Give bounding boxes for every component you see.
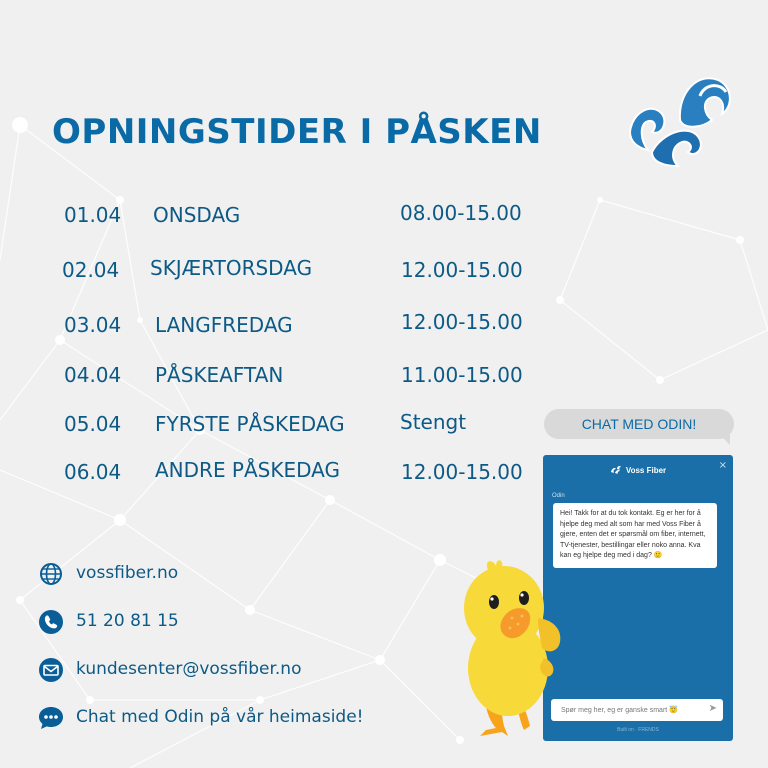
day: ONSDAG: [153, 203, 241, 227]
message-sender: Odin: [552, 493, 565, 499]
chat-with-odin-button[interactable]: [544, 409, 734, 439]
hours: 11.00-15.00: [401, 363, 523, 387]
voss-fiber-logo: [622, 62, 740, 172]
phone-icon: [38, 609, 64, 635]
date: 03.04: [64, 313, 122, 337]
bot-message: Hei! Takk for at du tok kontakt. Eg er her for å hjelpe deg med alt som har med Voss Fiber å gjere, enten det er spørsmål om fiber, internett, TV-tjenester, bestillingar eller noko anna. Kva kan eg hjelpe deg med i dag? 🙂: [553, 503, 717, 568]
chat-widget: [543, 455, 733, 741]
chat-input[interactable]: [551, 699, 723, 721]
mail-icon: [38, 657, 64, 683]
brand-icon: [610, 465, 622, 475]
chat-link[interactable]: Chat med Odin på vår heimaside!: [76, 707, 364, 727]
day: PÅSKEAFTAN: [155, 363, 284, 387]
hours: 12.00-15.00: [401, 258, 523, 282]
close-icon[interactable]: ×: [718, 460, 727, 471]
widget-brand: Voss Fiber: [625, 465, 667, 475]
hours: 08.00-15.00: [400, 201, 522, 225]
date: 01.04: [64, 203, 122, 227]
date: 02.04: [62, 258, 120, 282]
date: 05.04: [64, 412, 122, 436]
hours: 12.00-15.00: [401, 460, 523, 484]
date: 06.04: [64, 460, 122, 484]
day: SKJÆRTORSDAG: [150, 256, 313, 280]
day: LANGFREDAG: [155, 313, 293, 337]
send-icon[interactable]: ➤: [708, 703, 717, 714]
widget-header: [543, 455, 733, 485]
date: 04.04: [64, 363, 122, 387]
chat-bubble-icon: [38, 705, 64, 731]
day: FYRSTE PÅSKEDAG: [155, 412, 345, 436]
widget-footer: Built on · FRENDS: [617, 727, 659, 733]
chick-mascot: [458, 558, 570, 738]
day: ANDRE PÅSKEDAG: [155, 458, 340, 482]
page-title: OPNINGSTIDER I PÅSKEN: [52, 112, 542, 152]
website-link[interactable]: vossfiber.no: [76, 563, 179, 583]
chat-input-placeholder: Spør meg her, eg er ganske smart 😇: [561, 707, 678, 714]
email-link[interactable]: kundesenter@vossfiber.no: [76, 659, 302, 679]
phone-number[interactable]: 51 20 81 15: [76, 611, 179, 631]
chat-button-label: CHAT MED ODIN!: [581, 416, 697, 432]
globe-icon: [38, 561, 64, 587]
hours: 12.00-15.00: [401, 310, 523, 334]
hours: Stengt: [400, 410, 467, 434]
